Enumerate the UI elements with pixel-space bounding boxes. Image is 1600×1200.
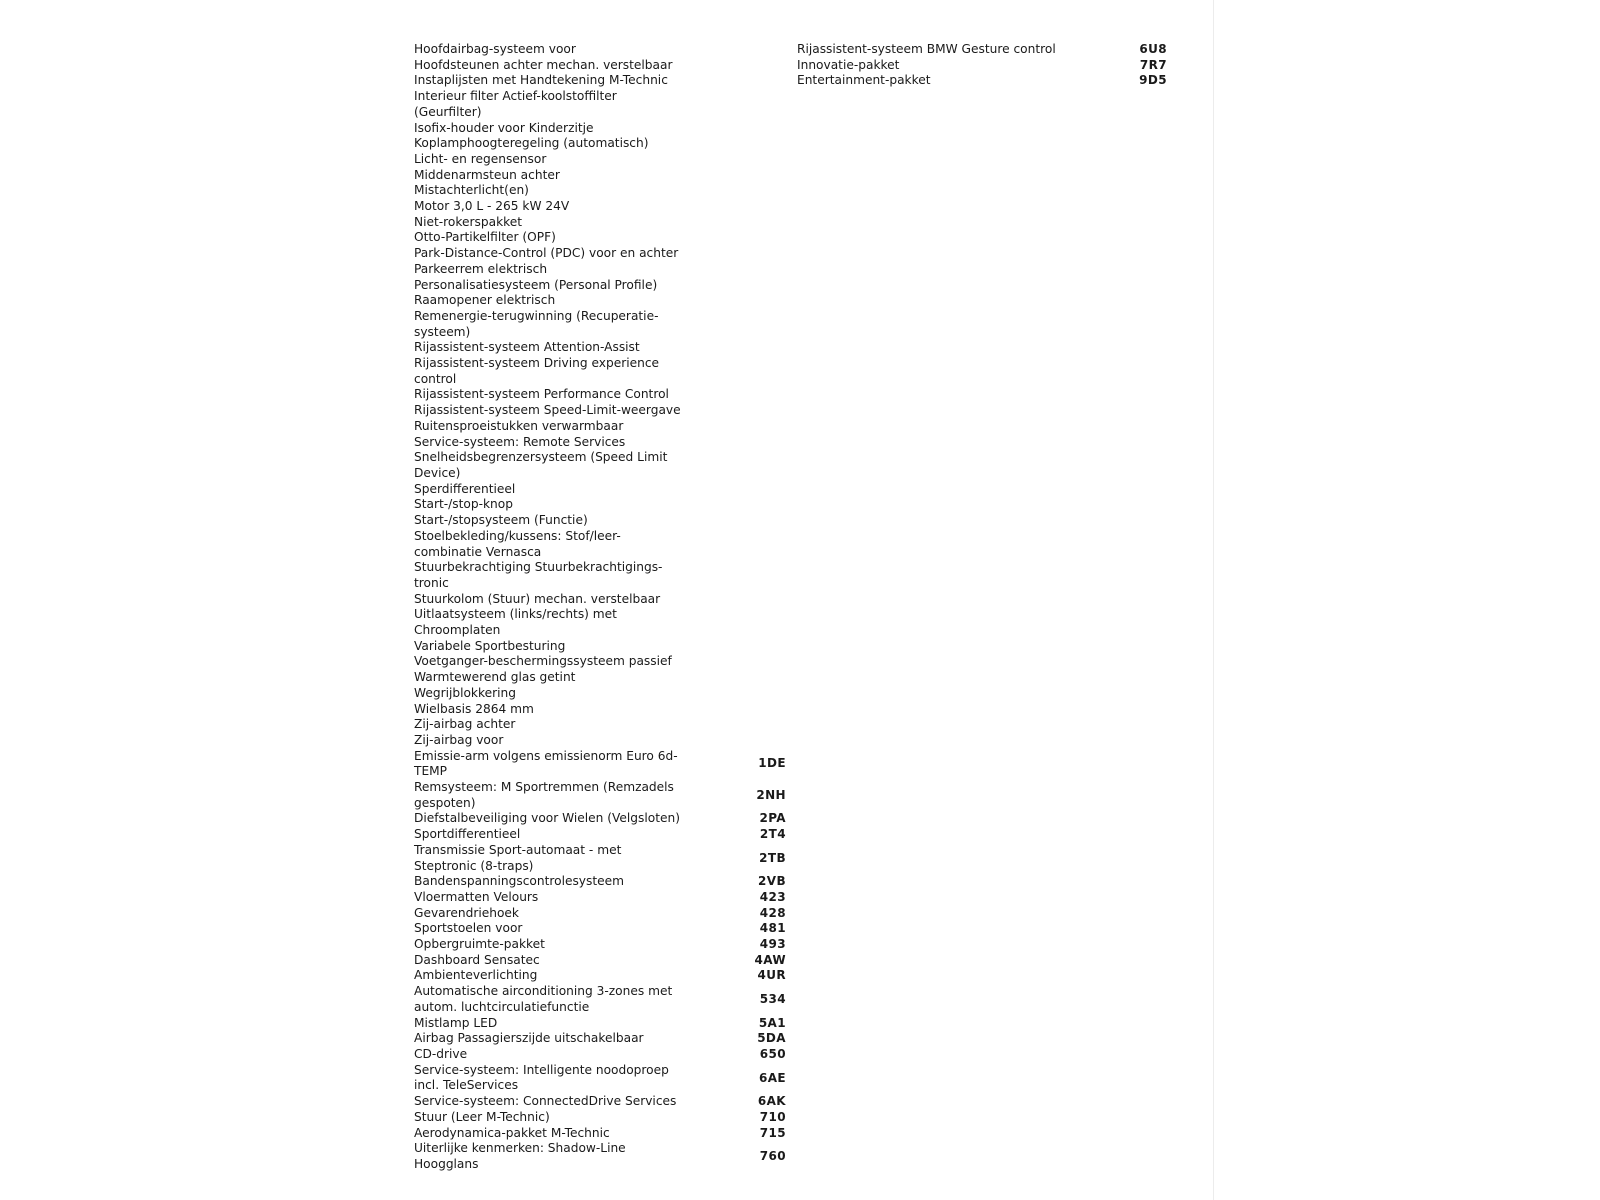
equipment-row <box>414 168 786 184</box>
equipment-label: Sperdifferentieel <box>414 481 516 496</box>
equipment-row <box>414 529 786 560</box>
equipment-row <box>414 686 786 702</box>
equipment-row <box>414 293 786 309</box>
equipment-label: Start-/stopsysteem (Functie) <box>414 513 588 528</box>
option-code: 2T4 <box>759 827 786 842</box>
option-code: 493 <box>759 937 786 952</box>
equipment-row <box>414 183 786 199</box>
equipment-label: Airbag Passagierszijde uitschakelbaar <box>414 1031 644 1046</box>
equipment-row <box>414 560 786 591</box>
equipment-row <box>414 58 786 74</box>
equipment-label: Warmtewerend glas getint <box>414 670 576 685</box>
option-code: 481 <box>759 921 786 936</box>
equipment-row <box>414 121 786 137</box>
equipment-row <box>414 1047 786 1063</box>
equipment-row <box>414 497 786 513</box>
equipment-row <box>414 1094 786 1110</box>
equipment-label: Hoofdairbag-systeem voor <box>414 42 576 56</box>
equipment-label: Remsysteem: M Sportremmen (Remzadels gespoten) <box>414 780 674 810</box>
equipment-label: Isofix-houder voor Kinderzitje <box>414 120 594 135</box>
equipment-label: Bandenspanningscontrolesysteem <box>414 874 625 889</box>
equipment-row <box>414 780 786 811</box>
equipment-label: Entertainment-pakket <box>797 73 931 88</box>
equipment-label: Start-/stop-knop <box>414 497 513 512</box>
equipment-row <box>414 89 786 120</box>
equipment-label: Zij-airbag voor <box>414 732 504 747</box>
equipment-label: Mistlamp LED <box>414 1015 498 1030</box>
equipment-row <box>797 42 1167 58</box>
option-code: 6AK <box>757 1094 786 1109</box>
option-code: 428 <box>759 905 786 920</box>
equipment-label: Zij-airbag achter <box>414 717 516 732</box>
equipment-row <box>414 702 786 718</box>
equipment-label: CD-drive <box>414 1047 468 1061</box>
equipment-label: Instaplijsten met Handtekening M-Technic <box>414 73 668 88</box>
equipment-label: Rijassistent-systeem Driving experience control <box>414 356 660 386</box>
option-code: 1DE <box>758 756 786 771</box>
equipment-label: Motor 3,0 L - 265 kW 24V <box>414 199 570 214</box>
equipment-row <box>414 1141 786 1172</box>
equipment-row <box>414 968 786 984</box>
equipment-row <box>414 1126 786 1142</box>
equipment-row <box>414 435 786 451</box>
equipment-row <box>414 639 786 655</box>
equipment-row <box>414 937 786 953</box>
equipment-label: Stuurbekrachtiging Stuurbekrachtigings- tronic <box>414 560 663 590</box>
equipment-row <box>414 843 786 874</box>
option-code: 6AE <box>758 1070 786 1085</box>
equipment-label: Stuurkolom (Stuur) mechan. verstelbaar <box>414 591 661 606</box>
equipment-label: Remenergie-terugwinning (Recuperatie- systeem) <box>414 308 659 339</box>
equipment-row <box>797 58 1167 74</box>
equipment-row <box>414 42 786 58</box>
option-code: 5DA <box>757 1031 786 1046</box>
equipment-label: Mistachterlicht(en) <box>414 183 529 198</box>
equipment-label: Service-systeem: Intelligente noodoproep incl. TeleServices <box>414 1062 669 1093</box>
equipment-row <box>414 513 786 529</box>
option-code: 2NH <box>756 787 786 802</box>
equipment-label: Park-Distance-Control (PDC) voor en achter <box>414 246 679 261</box>
equipment-label: Licht- en regensensor <box>414 151 547 166</box>
equipment-list-right <box>797 42 1167 89</box>
equipment-row <box>414 356 786 387</box>
equipment-row <box>414 136 786 152</box>
equipment-row <box>414 482 786 498</box>
option-code: 2PA <box>759 811 786 826</box>
equipment-label: Service-systeem: Remote Services <box>414 434 626 449</box>
equipment-label: Middenarmsteun achter <box>414 167 560 182</box>
equipment-row <box>414 419 786 435</box>
equipment-label: Stuur (Leer M-Technic) <box>414 1109 550 1124</box>
equipment-row <box>414 654 786 670</box>
equipment-row <box>414 921 786 937</box>
equipment-row <box>414 953 786 969</box>
equipment-row <box>414 717 786 733</box>
equipment-label: Voetganger-beschermingssysteem passief <box>414 654 672 669</box>
equipment-row <box>414 199 786 215</box>
equipment-label: Koplamphoogteregeling (automatisch) <box>414 136 649 151</box>
equipment-row <box>414 1110 786 1126</box>
option-code: 2TB <box>759 850 786 865</box>
option-code: 534 <box>759 992 786 1007</box>
equipment-label: Opbergruimte-pakket <box>414 937 545 952</box>
equipment-label: Sportstoelen voor <box>414 921 523 936</box>
equipment-label: Rijassistent-systeem Attention-Assist <box>414 340 640 355</box>
equipment-label: Raamopener elektrisch <box>414 293 556 308</box>
equipment-label: Aerodynamica-pakket M-Technic <box>414 1125 610 1140</box>
option-code: 7R7 <box>1139 57 1167 72</box>
equipment-label: Stoelbekleding/kussens: Stof/leer- combinatie Vernasca <box>414 528 621 559</box>
equipment-list-left <box>414 42 786 1173</box>
option-code: 4UR <box>757 968 786 983</box>
option-code: 4AW <box>754 952 786 967</box>
equipment-row <box>414 1016 786 1032</box>
equipment-row <box>414 592 786 608</box>
equipment-label: Innovatie-pakket <box>797 57 900 72</box>
equipment-row <box>414 230 786 246</box>
equipment-row <box>414 749 786 780</box>
equipment-label: Service-systeem: ConnectedDrive Services <box>414 1094 677 1109</box>
equipment-label: Niet-rokerspakket <box>414 214 523 229</box>
equipment-label: Wielbasis 2864 mm <box>414 701 534 716</box>
equipment-label: Rijassistent-systeem Performance Control <box>414 387 669 402</box>
equipment-row <box>414 450 786 481</box>
equipment-row <box>414 984 786 1015</box>
equipment-label: Diefstalbeveiliging voor Wielen (Velgsloten) <box>414 811 680 826</box>
option-code: 6U8 <box>1139 42 1167 56</box>
equipment-row <box>414 1031 786 1047</box>
equipment-row <box>414 811 786 827</box>
equipment-label: Automatische airconditioning 3-zones met autom. luchtcirculatiefunctie <box>414 984 673 1014</box>
equipment-label: Uitlaatsysteem (links/rechts) met Chroomplaten <box>414 607 617 638</box>
option-code: 715 <box>759 1125 786 1140</box>
equipment-row <box>414 387 786 403</box>
equipment-row <box>414 733 786 749</box>
equipment-label: Rijassistent-systeem Speed-Limit-weergave <box>414 403 681 418</box>
equipment-label: Parkeerrem elektrisch <box>414 261 548 276</box>
equipment-row <box>414 309 786 340</box>
equipment-label: Interieur filter Actief-koolstoffilter (Geurfilter) <box>414 89 617 119</box>
option-code: 9D5 <box>1139 73 1167 88</box>
option-code: 5A1 <box>758 1015 786 1030</box>
equipment-row <box>414 215 786 231</box>
equipment-label: Vloermatten Velours <box>414 889 539 904</box>
equipment-row <box>414 73 786 89</box>
equipment-label: Snelheidsbegrenzersysteem (Speed Limit Device) <box>414 450 668 480</box>
equipment-row <box>414 278 786 294</box>
equipment-row <box>414 340 786 356</box>
equipment-row <box>797 73 1167 89</box>
equipment-label: Ruitensproeistukken verwarmbaar <box>414 418 624 433</box>
equipment-row <box>414 670 786 686</box>
equipment-label: Dashboard Sensatec <box>414 952 540 967</box>
equipment-row <box>414 403 786 419</box>
equipment-row <box>414 1063 786 1094</box>
option-code: 760 <box>759 1149 786 1164</box>
equipment-row <box>414 246 786 262</box>
option-code: 423 <box>759 889 786 904</box>
equipment-label: Variabele Sportbesturing <box>414 638 566 653</box>
equipment-row <box>414 906 786 922</box>
equipment-label: Ambienteverlichting <box>414 968 538 983</box>
option-code: 650 <box>759 1047 786 1061</box>
option-code: 2VB <box>758 874 786 889</box>
equipment-label: Sportdifferentieel <box>414 827 521 842</box>
equipment-label: Emissie-arm volgens emissienorm Euro 6d- TEMP <box>414 748 678 779</box>
equipment-label: Rijassistent-systeem BMW Gesture control <box>797 42 1056 56</box>
equipment-row <box>414 607 786 638</box>
equipment-row <box>414 262 786 278</box>
equipment-label: Wegrijblokkering <box>414 685 516 700</box>
equipment-row <box>414 890 786 906</box>
equipment-label: Transmissie Sport-automaat - met Steptronic (8-traps) <box>414 842 622 873</box>
equipment-label: Hoofdsteunen achter mechan. verstelbaar <box>414 57 673 72</box>
equipment-row <box>414 827 786 843</box>
equipment-label: Uiterlijke kenmerken: Shadow-Line Hoogglans <box>414 1141 626 1171</box>
equipment-row <box>414 152 786 168</box>
equipment-label: Personalisatiesysteem (Personal Profile) <box>414 277 658 292</box>
option-code: 710 <box>759 1109 786 1124</box>
equipment-row <box>414 874 786 890</box>
page-edge-line <box>1213 0 1214 1200</box>
equipment-label: Gevarendriehoek <box>414 905 519 920</box>
equipment-label: Otto-Partikelfilter (OPF) <box>414 230 556 245</box>
